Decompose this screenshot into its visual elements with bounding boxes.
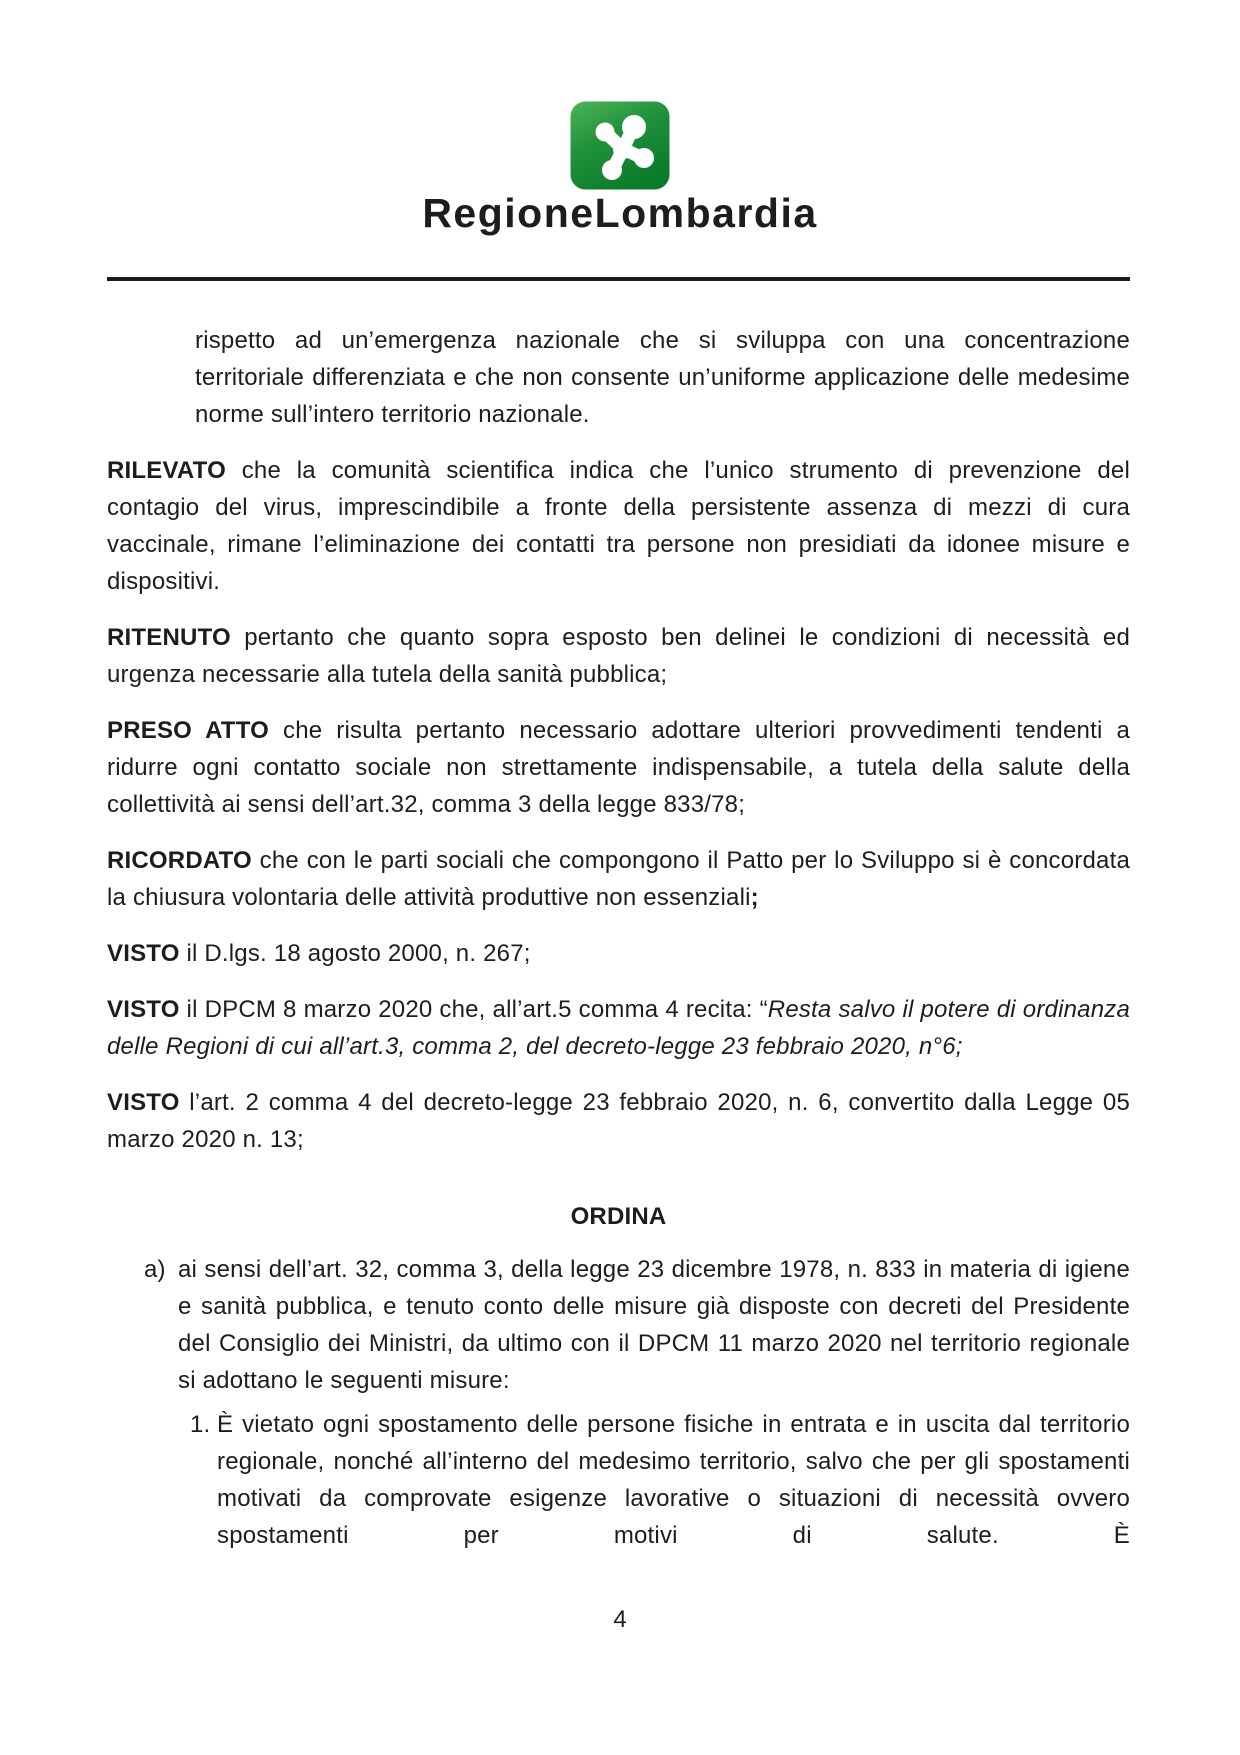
paragraph-intro	[107, 322, 1130, 433]
paragraph-text: pertanto che quanto sopra esposto ben delinei le condizioni di necessità ed urgenza necessarie alla tutela della sanità pubblica;	[107, 624, 1130, 688]
brand-name: RegioneLombardia	[422, 190, 818, 236]
paragraph-lead: VISTO	[107, 1089, 180, 1116]
paragraph-ricordato	[107, 842, 1130, 916]
paragraph-lead: VISTO	[107, 996, 180, 1023]
paragraph-text: il DPCM 8 marzo 2020 che, all’art.5 comma 4 recita: “	[179, 996, 768, 1023]
paragraph-text: che la comunità scientifica indica che l’unico strumento di prevenzione del contagio del virus, imprescindibile a fronte della persistente assenza di mezzi di cura vaccinale, rimane l’eliminazione dei contatti tra persone non presidiati da idonee misure e dispositivi.	[107, 457, 1130, 595]
page-number: 4	[613, 1606, 627, 1633]
paragraph-lead: RILEVATO	[107, 457, 226, 484]
paragraph-lead: PRESO ATTO	[107, 717, 270, 744]
paragraph-text: rispetto ad un’emergenza nazionale che si sviluppa con una concentrazione territoriale differenziata e che non consente un’uniforme applicazione delle medesime norme sull’intero territorio nazionale.	[195, 327, 1130, 428]
paragraph-text: che risulta pertanto necessario adottare ulteriori provvedimenti tendenti a ridurre ogni contatto sociale non strettamente indispensabile, a tutela della salute della collettività ai sensi dell’art.32, comma 3 della legge 833/78;	[107, 717, 1130, 818]
list-marker: a)	[144, 1256, 166, 1283]
list-item-text: ai sensi dell’art. 32, comma 3, della legge 23 dicembre 1978, n. 833 in materia di igiene e sanità pubblica, e tenuto conto delle misure già disposte con decreti del Presidente del Consiglio dei Ministri, da ultimo con il DPCM 11 marzo 2020 nel territorio regionale si adottano le seguenti misure:	[178, 1256, 1130, 1394]
paragraph-text: l’art. 2 comma 4 del decreto-legge 23 febbraio 2020, n. 6, convertito dalla Legge 05 marzo 2020 n. 13;	[107, 1089, 1130, 1153]
list-marker: 1.	[190, 1411, 211, 1438]
paragraph-visto-dpcm	[107, 991, 1130, 1065]
paragraph-ritenuto	[107, 619, 1130, 693]
paragraph-lead: RITENUTO	[107, 624, 231, 651]
paragraph-text: che con le parti sociali che compongono il Patto per lo Sviluppo si è concordata la chiusura volontaria delle attività produttive non essenziali	[107, 847, 1130, 911]
paragraph-preso-atto	[107, 712, 1130, 823]
document-body	[107, 322, 1130, 1554]
list-item-text: È vietato ogni spostamento delle persone fisiche in entrata e in uscita dal territorio regionale, nonché all’interno del medesimo territorio, salvo che per gli spostamenti motivati da comprovate esigenze lavorative o situazioni di necessità ovvero spostamenti per motivi di salute. È	[217, 1411, 1130, 1549]
document-header	[0, 0, 1240, 281]
page-footer	[0, 1601, 1240, 1638]
list-item-1	[107, 1406, 1130, 1554]
list-item-a	[107, 1251, 1130, 1399]
ordina-heading: ORDINA	[570, 1203, 667, 1230]
paragraph-visto-art2	[107, 1084, 1130, 1158]
paragraph-lead: RICORDATO	[107, 847, 252, 874]
paragraph-quote: Resta salvo il potere di ordinanza delle Regioni di cui all’art.3, comma 2, del decreto-legge 23 febbraio 2020, n°6;	[107, 996, 1130, 1060]
paragraph-visto-dlgs	[107, 935, 1130, 972]
paragraph-rilevato	[107, 452, 1130, 600]
paragraph-bold-tail: ;	[750, 884, 759, 911]
paragraph-text: il D.lgs. 18 agosto 2000, n. 267;	[179, 940, 531, 967]
regione-lombardia-logo-icon	[570, 101, 670, 190]
paragraph-lead: VISTO	[107, 940, 180, 967]
header-divider	[107, 277, 1130, 281]
